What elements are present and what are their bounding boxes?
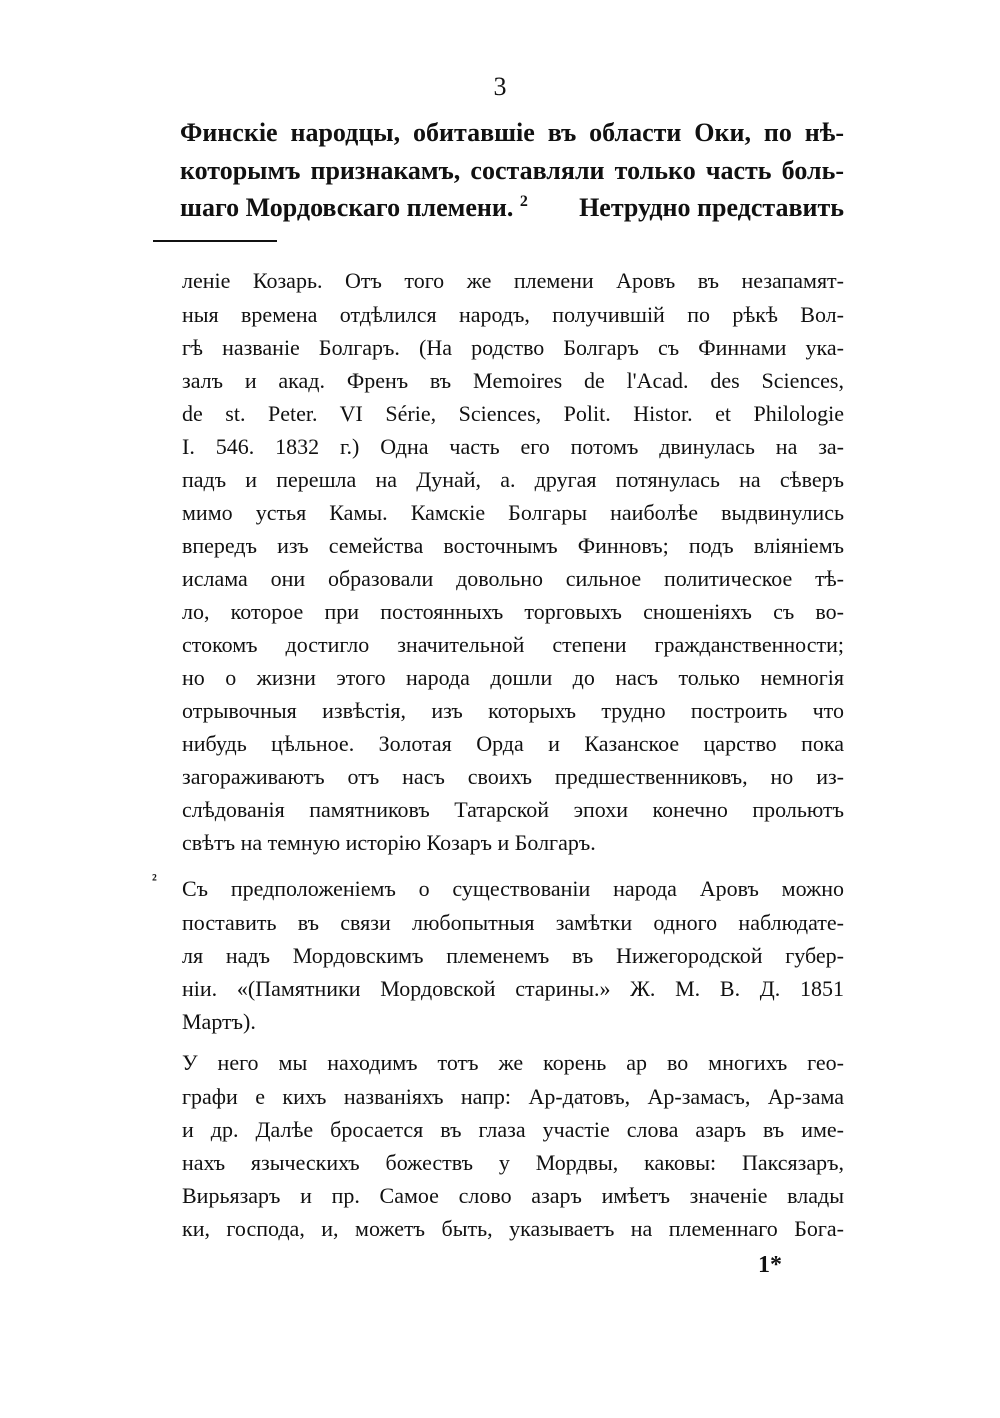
footnote-ref-2: 2 (519, 193, 528, 210)
main-text-line-3-end: Нетрудно представить (579, 193, 844, 222)
note-cont-line-4: залъ и акад. Френъ въ Memoires de l'Acad. des Sciences, (182, 368, 844, 393)
note-cont-line-3: гѣ названіе Болгаръ. (На родство Болгаръ съ Финнами ука- (182, 335, 844, 360)
footnote-2-line-4: ніи. «(Памятники Мордовской старины.» Ж. М. В. Д. 1851 (182, 976, 844, 1001)
paragraph-2-line-2: графи е кихъ названіяхъ напр: Ар-датовъ, Ар-замасъ, Ар-зама (182, 1084, 844, 1109)
main-text-line-1: Финскіе народцы, обитавшіе въ области Оки, по нѣ- (180, 118, 844, 147)
note-cont-line-18: свѣтъ на темную исторію Козаръ и Болгаръ. (182, 830, 596, 855)
note-cont-line-8: мимо устья Камы. Камскіе Болгары наиболѣе выдвинулись (182, 500, 844, 525)
note-cont-line-16: загораживаютъ отъ насъ своихъ предшественниковъ, но из- (182, 764, 844, 789)
footnote-rule (153, 240, 277, 242)
note-cont-line-12: стокомъ достигло значительной степени гражданственности; (182, 632, 844, 657)
footnote-2-line-2: поставить въ связи любопытныя замѣтки одного наблюдате- (182, 910, 844, 935)
main-text-line-3 (180, 193, 844, 223)
note-cont-line-9: впередъ изъ семейства восточнымъ Финновъ; подъ вліяніемъ (182, 533, 844, 558)
paragraph-2-line-6: ки, господа, и, можетъ быть, указываетъ на племеннаго Бога- (182, 1216, 844, 1241)
note-cont-line-6: I. 546. 1832 г.) Одна часть его потомъ двинулась на за- (182, 434, 844, 459)
note-cont-line-13: но о жизни этого народа дошли до насъ только немногія (182, 665, 844, 690)
paragraph-2-line-3: и др. Далѣе бросается въ глаза участіе слова азаръ въ име- (182, 1117, 844, 1142)
main-text-line-2: которымъ признакамъ, составляли только часть боль- (180, 156, 844, 185)
page-number: 3 (493, 72, 507, 101)
note-cont-line-7: падъ и перешла на Дунай, а. другая потянулась на сѣверъ (182, 467, 844, 492)
footnote-2-line-5: Мартъ). (182, 1009, 256, 1034)
note-cont-line-17: слѣдованія памятниковъ Татарской эпохи конечно прольютъ (182, 797, 844, 822)
note-cont-line-2: ныя времена отдѣлился народъ, получившій по рѣкѣ Вол- (182, 302, 844, 327)
paragraph-2-line-1: У него мы находимъ тотъ же корень ар во многихъ гео- (182, 1050, 844, 1075)
signature-mark: 1* (758, 1252, 782, 1278)
footnote-2-line-3: ля надъ Мордовскимъ племенемъ въ Нижегородской губер- (182, 943, 844, 968)
note-cont-line-14: отрывочныя извѣстія, изъ которыхъ трудно построить что (182, 698, 844, 723)
paragraph-2-line-4: нахъ языческихъ божествъ у Мордвы, каковы: Паксязаръ, (182, 1150, 844, 1175)
note-cont-line-15: нибудь цѣльное. Золотая Орда и Казанское царство пока (182, 731, 844, 756)
note-cont-line-11: ло, которое при постоянныхъ торговыхъ сношеніяхъ съ во- (182, 599, 844, 624)
paragraph-2-line-5: Вирьязаръ и пр. Самое слово азаръ имѣетъ значеніе влады (182, 1183, 844, 1208)
note-cont-line-10: ислама они образовали довольно сильное политическое тѣ- (182, 566, 844, 591)
note-cont-line-1: леніе Козарь. Отъ того же племени Аровъ въ незапамят- (182, 268, 844, 293)
footnote-2-marker: ² (152, 872, 157, 889)
footnote-2-line-1: Съ предположеніемъ о существованіи народа Аровъ можно (182, 876, 844, 901)
note-cont-line-5: de st. Peter. VI Série, Sciences, Polit. Histor. et Philologie (182, 401, 844, 426)
main-text-line-3-start: шаго Мордовскаго племени. (180, 193, 514, 222)
